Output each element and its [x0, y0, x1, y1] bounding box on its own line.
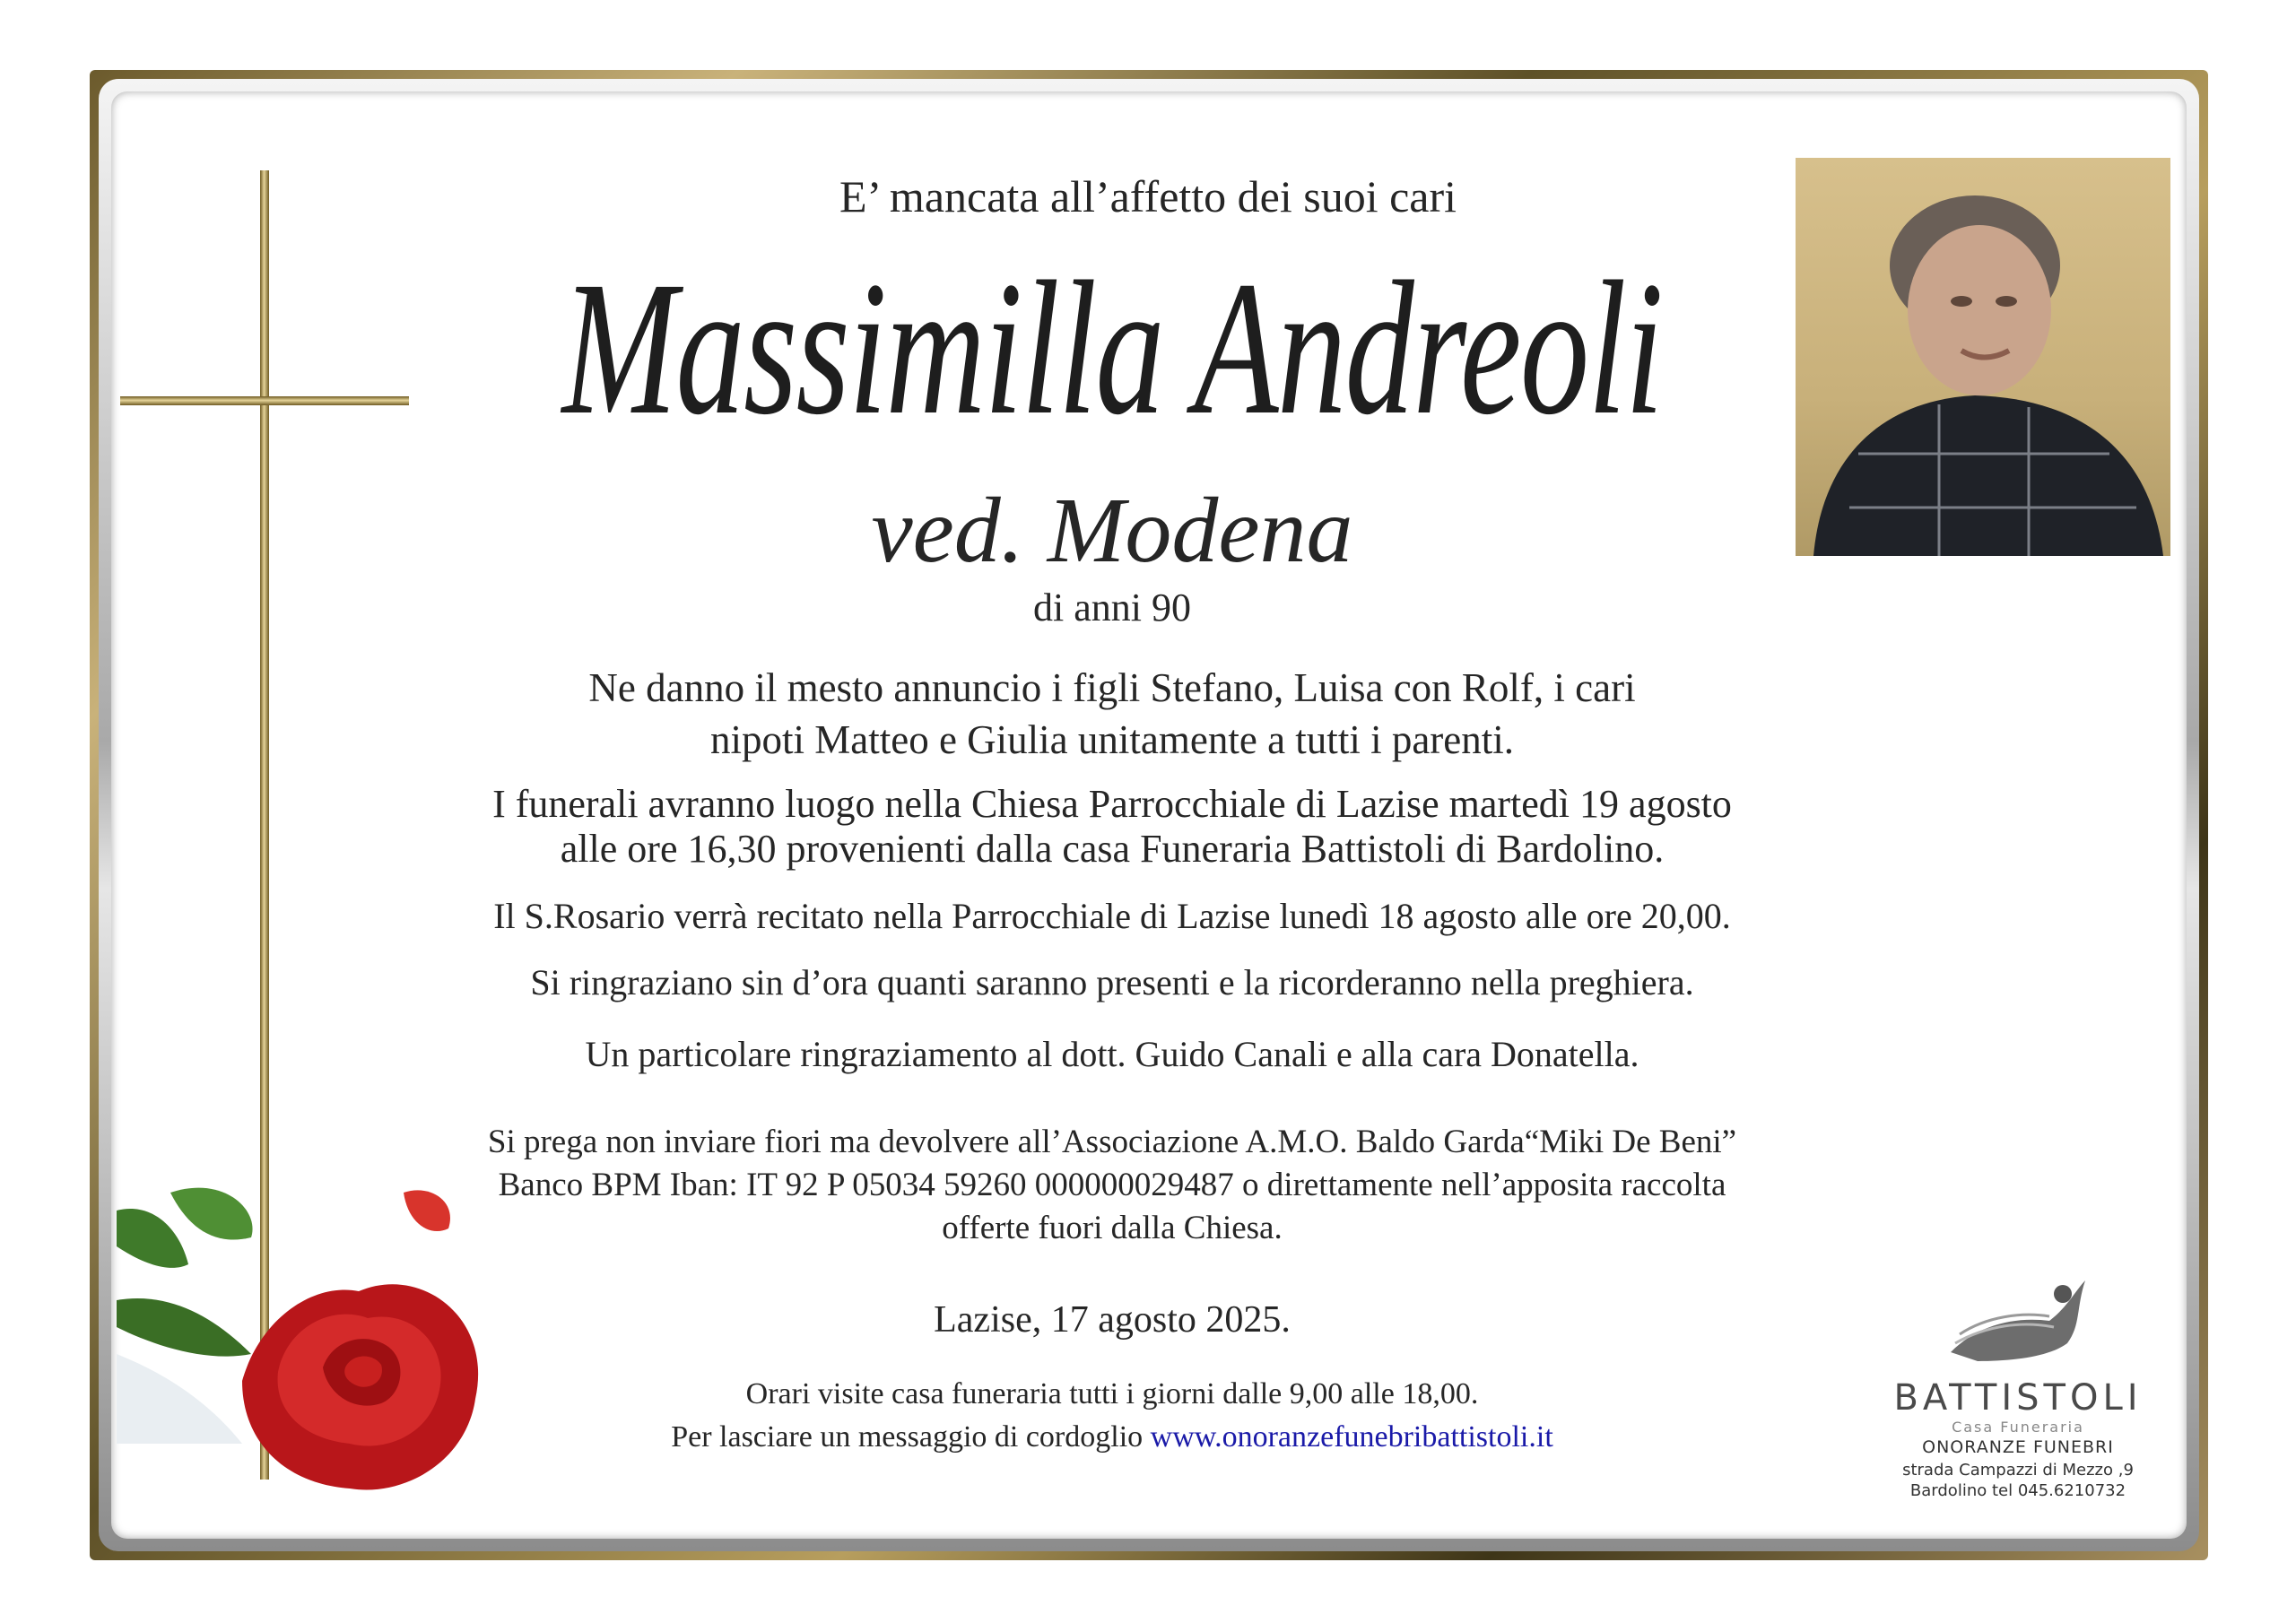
horse-head-logo-icon	[1942, 1271, 2094, 1370]
flowers-paragraph	[0, 1121, 2260, 1250]
flowers-line: Si prega non inviare fiori ma devolvere all’Associazione A.M.O. Baldo Garda“Miki De Beni”	[487, 1124, 1737, 1160]
visit-hours: Orari visite casa funeraria tutti i giorni dalle 9,00 alle 18,00.	[745, 1377, 1479, 1410]
logo-address: strada Campazzi di Mezzo ,9	[1902, 1461, 2134, 1480]
portrait-photo	[1796, 158, 2170, 556]
logo-contact: Bardolino tel 045.6210732	[1909, 1481, 2126, 1500]
rosary-text: Il S.Rosario verrà recitato nella Parrocchiale di Lazise lunedì 18 agosto alle ore 20,00.	[493, 896, 1731, 936]
deceased-name: Massimilla Andreoli	[561, 242, 1663, 455]
special-thanks-text: Un particolare ringraziamento al dott. Guido Canali e alla cara Donatella.	[585, 1034, 1639, 1074]
flowers-line: Banco BPM Iban: IT 92 P 05034 59260 000000029487 o direttamente nell’apposita raccolta	[498, 1167, 1726, 1203]
funeral-home-logo	[1883, 1271, 2152, 1500]
logo-subtitle: Casa Funeraria	[1952, 1419, 2084, 1436]
announcement-paragraph	[0, 662, 2260, 766]
announcement-line: Ne danno il mesto annuncio i figli Stefano, Luisa con Rolf, i cari	[588, 665, 1636, 710]
funeral-paragraph	[0, 782, 2260, 872]
age-text: di anni 90	[1033, 586, 1191, 629]
announcement-line: nipoti Matteo e Giulia unitamente a tutti i parenti.	[709, 717, 1515, 762]
widow-of: ved. Modena	[871, 479, 1353, 582]
funeral-line: alle ore 16,30 provenienti dalla casa Funeraria Battistoli di Bardolino.	[560, 827, 1665, 871]
place-date: Lazise, 17 agosto 2025.	[934, 1299, 1291, 1341]
flowers-line: offerte fuori dalla Chiesa.	[942, 1210, 1283, 1246]
logo-service: ONORANZE FUNEBRI	[1922, 1437, 2114, 1457]
funeral-line: I funerali avranno luogo nella Chiesa Parrocchiale di Lazise martedì 19 agosto	[492, 782, 1732, 826]
thanks-text: Si ringraziano sin d’ora quanti saranno presenti e la ricorderanno nella preghiera.	[530, 962, 1694, 1002]
condolence-link[interactable]: www.onoranzefunebribattistoli.it	[1150, 1420, 1553, 1454]
intro-text: E’ mancata all’affetto dei suoi cari	[839, 171, 1457, 221]
condolence-prefix: Per lasciare un messaggio di cordoglio	[671, 1420, 1144, 1454]
logo-brand: BATTISTOLI	[1893, 1377, 2143, 1419]
